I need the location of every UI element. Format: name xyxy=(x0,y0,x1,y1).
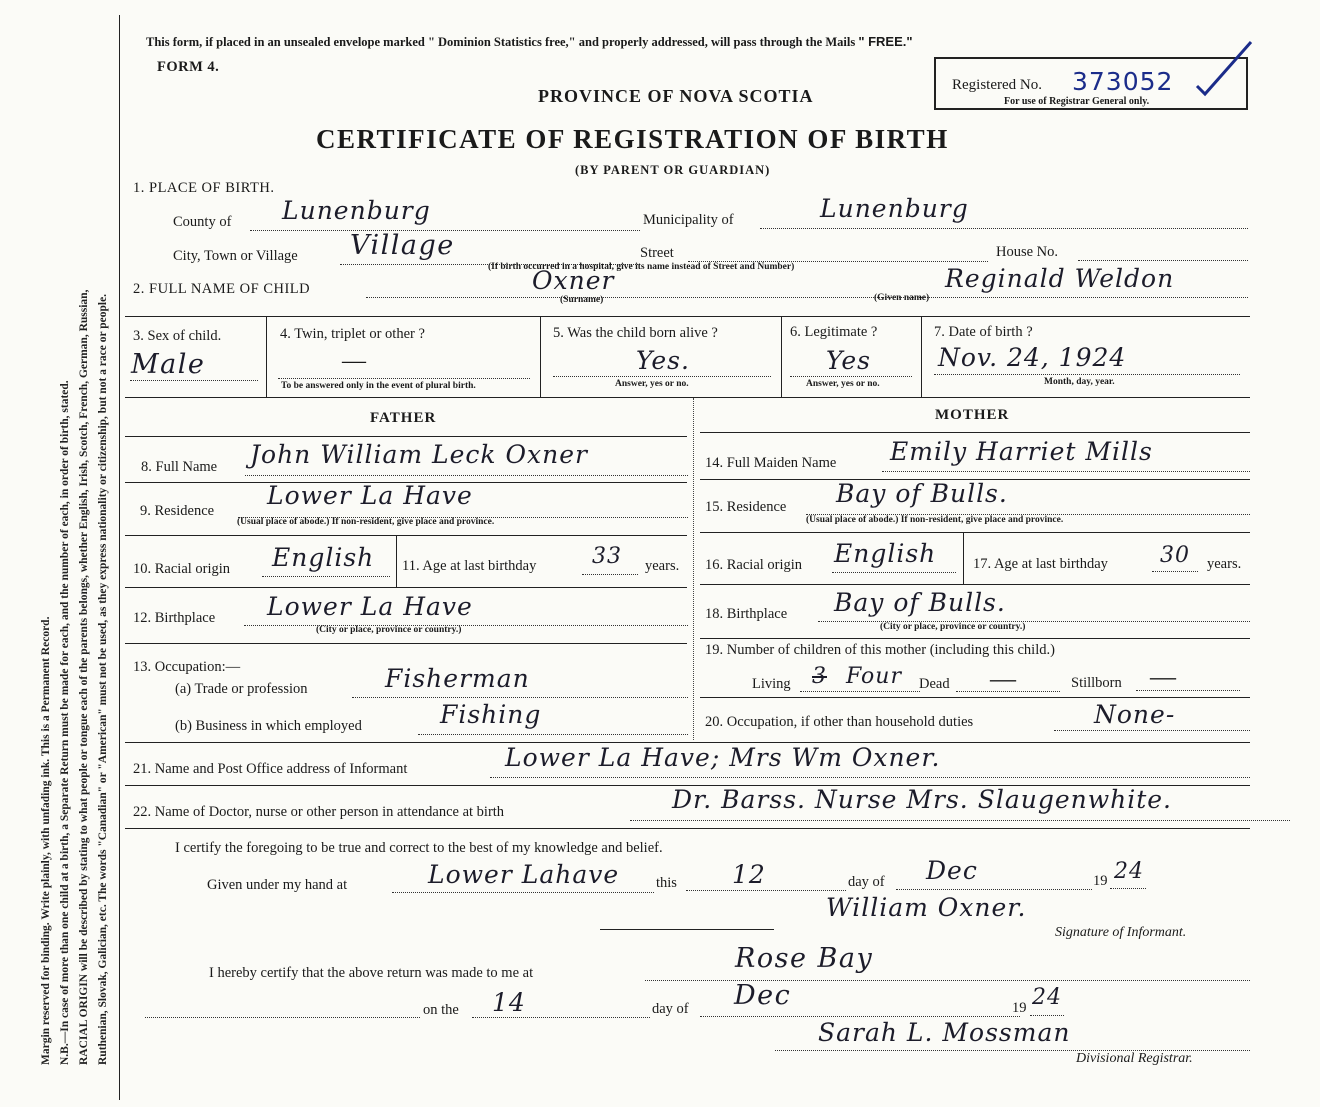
mother-residence-caption: (Usual place of abode.) If non-resident, give place and province. xyxy=(806,515,1064,525)
mother-children-label: 19. Number of children of this mother (including this child.) xyxy=(705,642,1055,658)
county-value: Lunenburg xyxy=(282,196,431,225)
registered-number: 373052 xyxy=(1072,67,1174,96)
dead-value: — xyxy=(990,664,1016,693)
given-place-value: Lower Lahave xyxy=(428,860,620,889)
mother-age-value: 30 xyxy=(1160,543,1190,568)
city-value: Village xyxy=(350,230,455,261)
child-surname-value: Oxner xyxy=(532,266,615,295)
father-age-unit: years. xyxy=(645,558,680,574)
registrar-day-value: 14 xyxy=(492,988,526,1017)
form-number: FORM 4. xyxy=(157,59,220,75)
informant-label: 21. Name and Post Office address of Informant xyxy=(133,761,408,777)
stillborn-value: — xyxy=(1150,662,1176,691)
mother-age-label: 17. Age at last birthday xyxy=(973,556,1108,572)
mother-birthplace-value: Bay of Bulls. xyxy=(834,588,1006,617)
sex-value: Male xyxy=(131,349,206,380)
mother-birthplace-label: 18. Birthplace xyxy=(705,606,788,622)
mail-notice-text: This form, if placed in an unsealed envelope marked " Dominion Statistics free," and properly addressed, will pass through the Mails xyxy=(146,35,856,49)
child-given-name-value: Reginald Weldon xyxy=(945,264,1175,293)
margin-racial-origin-note: RACIAL ORIGIN will be described by stating to what people or tongue each of the parents belongs, whether English, Irish, Scotch, French, German, Russian, xyxy=(78,289,90,1065)
father-business-label: (b) Business in which employed xyxy=(175,718,362,734)
registrar-place-value: Rose Bay xyxy=(735,943,874,974)
mother-racial-origin-value: English xyxy=(834,539,937,568)
doctor-value: Dr. Barss. Nurse Mrs. Slaugenwhite. xyxy=(672,785,1173,814)
certification-month-value: Dec xyxy=(926,856,978,885)
father-birthplace-value: Lower La Have xyxy=(267,592,473,621)
certification-year-prefix: 19 xyxy=(1093,873,1108,889)
father-birthplace-caption: (City or place, province or country.) xyxy=(316,625,462,635)
father-age-label: 11. Age at last birthday xyxy=(402,558,537,574)
this-label: this xyxy=(656,875,677,891)
margin-multiple-births-note: N.B.—In case of more than one child at a birth, a Separate Return must be made for each, and the number of each, in order of birth, stated. xyxy=(59,380,71,1065)
date-of-birth-caption: Month, day, year. xyxy=(1044,377,1115,387)
given-under-hand-label: Given under my hand at xyxy=(207,877,348,893)
certification-year-value: 24 xyxy=(1114,859,1144,884)
margin-rule xyxy=(119,15,120,1100)
mother-occupation-value: None- xyxy=(1094,700,1176,729)
father-residence-value: Lower La Have xyxy=(267,481,473,510)
street-label: Street xyxy=(640,245,674,261)
father-racial-origin-label: 10. Racial origin xyxy=(133,561,231,577)
registrar-day-of-label: day of xyxy=(652,1001,689,1017)
father-occupation-label: 13. Occupation:— xyxy=(133,659,241,675)
mother-birthplace-caption: (City or place, province or country.) xyxy=(880,622,1026,632)
father-business-value: Fishing xyxy=(440,700,542,729)
hospital-note: (If birth occurred in a hospital, give its name instead of Street and Number) xyxy=(488,262,795,272)
registrar-year-prefix: 19 xyxy=(1012,1000,1027,1016)
father-trade-label: (a) Trade or profession xyxy=(175,681,308,697)
registered-label: Registered No. xyxy=(952,77,1042,93)
registrar-statement: I hereby certify that the above return was made to me at xyxy=(209,965,534,981)
mother-residence-value: Bay of Bulls. xyxy=(836,479,1008,508)
mail-notice xyxy=(146,34,913,50)
living-label: Living xyxy=(752,676,791,692)
father-heading: FATHER xyxy=(370,410,437,426)
certificate-subtitle: (BY PARENT OR GUARDIAN) xyxy=(575,163,771,177)
municipality-label: Municipality of xyxy=(643,212,734,228)
father-birthplace-label: 12. Birthplace xyxy=(133,610,216,626)
registrar-signature-caption: Divisional Registrar. xyxy=(1076,1051,1193,1066)
certification-statement: I certify the foregoing to be true and correct to the best of my knowledge and belief. xyxy=(175,840,663,856)
born-alive-caption: Answer, yes or no. xyxy=(615,379,689,389)
municipality-value: Lunenburg xyxy=(820,194,969,223)
father-trade-value: Fisherman xyxy=(385,664,530,693)
mail-notice-free: " FREE." xyxy=(858,34,913,49)
informant-value: Lower La Have; Mrs Wm Oxner. xyxy=(505,743,941,772)
registrar-signature: Sarah L. Mossman xyxy=(818,1018,1071,1047)
mother-racial-origin-label: 16. Racial origin xyxy=(705,557,803,573)
date-of-birth-value: Nov. 24, 1924 xyxy=(938,343,1127,372)
house-number-label: House No. xyxy=(996,244,1059,260)
certification-day-of-label: day of xyxy=(848,874,885,890)
living-struck-value: 3 xyxy=(812,664,827,689)
place-of-birth-label: 1. PLACE OF BIRTH. xyxy=(133,180,275,196)
mother-age-unit: years. xyxy=(1207,556,1242,572)
mother-name-label: 14. Full Maiden Name xyxy=(705,455,837,471)
margin-racial-origin-note-cont: Ruthenian, Slovak, Galician, etc. The words "Canadian" or "American" must not be used, as they express nationality or citizenship, but not a race or people. xyxy=(97,293,109,1065)
given-name-caption: (Given name) xyxy=(874,293,930,303)
stillborn-label: Stillborn xyxy=(1071,675,1122,691)
registrar-on-the-label: on the xyxy=(423,1002,459,1018)
father-name-label: 8. Full Name xyxy=(141,459,218,475)
child-name-label: 2. FULL NAME OF CHILD xyxy=(133,281,311,297)
certificate-title: CERTIFICATE OF REGISTRATION OF BIRTH xyxy=(316,124,949,154)
county-label: County of xyxy=(173,214,232,230)
living-value: Four xyxy=(846,664,902,689)
province-heading: PROVINCE OF NOVA SCOTIA xyxy=(538,86,814,106)
twin-label: 4. Twin, triplet or other ? xyxy=(280,326,425,342)
informant-signature-caption: Signature of Informant. xyxy=(1055,925,1187,940)
mother-residence-label: 15. Residence xyxy=(705,499,787,515)
sex-label: 3. Sex of child. xyxy=(133,328,222,344)
city-label: City, Town or Village xyxy=(173,248,298,264)
twin-caption: To be answered only in the event of plural birth. xyxy=(281,381,476,391)
legitimate-value: Yes xyxy=(826,346,871,375)
certification-day-value: 12 xyxy=(732,860,766,889)
registrar-year-value: 24 xyxy=(1032,985,1062,1010)
father-age-value: 33 xyxy=(592,544,622,569)
date-of-birth-label: 7. Date of birth ? xyxy=(934,324,1033,340)
born-alive-label: 5. Was the child born alive ? xyxy=(553,325,718,341)
registrar-note: For use of Registrar General only. xyxy=(1004,96,1150,107)
father-residence-label: 9. Residence xyxy=(140,503,215,519)
father-residence-caption: (Usual place of abode.) If non-resident, give place and province. xyxy=(237,517,495,527)
registrar-month-value: Dec xyxy=(734,980,792,1011)
mother-heading: MOTHER xyxy=(935,407,1010,423)
surname-caption: (Surname) xyxy=(560,295,604,305)
mother-occupation-label: 20. Occupation, if other than household duties xyxy=(705,714,974,730)
dead-label: Dead xyxy=(919,676,950,692)
born-alive-value: Yes. xyxy=(636,346,690,375)
twin-value: — xyxy=(342,348,366,374)
mother-name-value: Emily Harriet Mills xyxy=(890,437,1153,466)
informant-signature: William Oxner. xyxy=(826,893,1027,922)
margin-binding-note: Margin reserved for binding. Write plainly, with unfading ink. This is a Permanent Record. xyxy=(40,616,52,1065)
father-name-value: John William Leck Oxner xyxy=(250,440,588,469)
father-racial-origin-value: English xyxy=(272,543,375,572)
legitimate-label: 6. Legitimate ? xyxy=(790,324,878,340)
legitimate-caption: Answer, yes or no. xyxy=(806,379,880,389)
ink-check-mark xyxy=(1195,38,1255,98)
doctor-label: 22. Name of Doctor, nurse or other person in attendance at birth xyxy=(133,804,505,820)
